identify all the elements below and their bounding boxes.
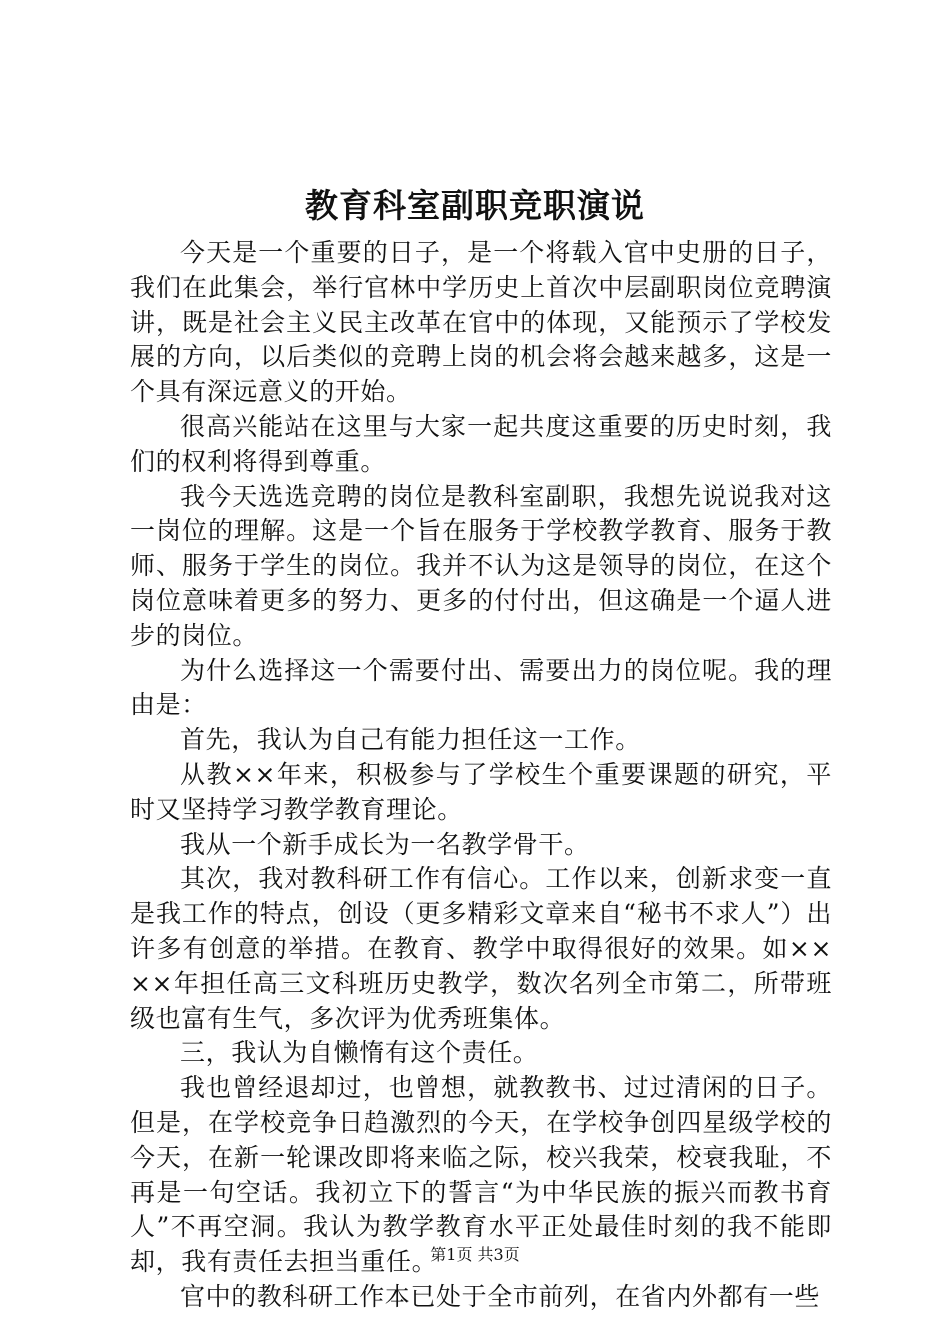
- paragraph: 很高兴能站在这里与大家一起共度这重要的历史时刻，我们的权利将得到尊重。: [130, 411, 832, 476]
- document-body: [130, 236, 832, 1315]
- document-title: 教育科室副职竞职演说: [305, 186, 645, 225]
- paragraph: 为什么选择这一个需要付出、需要出力的岗位呢。我的理由是：: [130, 655, 832, 720]
- paragraph: 官中的教科研工作本已处于全市前列，在省内外都有一些: [180, 1281, 821, 1311]
- paragraph: 三，我认为自懒惰有这个责任。: [180, 1038, 539, 1068]
- paragraph: 从教××年来，积极参与了学校生个重要课题的研究，平时又坚持学习教学教育理论。: [130, 759, 832, 824]
- paragraph: 我从一个新手成长为一名教学骨干。: [180, 829, 590, 859]
- paragraph: 首先，我认为自己有能力担任这一工作。: [180, 725, 641, 755]
- page-footer: 第1页 共3页: [430, 1245, 520, 1264]
- paragraph: 我也曾经退却过，也曾想，就教教书、过过清闲的日子。但是，在学校竞争日趋激烈的今天，在学校争创四星级学校的今天，在新一轮课改即将来临之际，校兴我荣，校衰我耻，不再是一句空话。我初立下的誓言“为中华民族的振兴而教书育人”不再空洞。我认为教学教育水平正处最佳时刻的我不能即却，我有责任去担当重任。: [130, 1073, 832, 1277]
- paragraph: 我今天选选竞聘的岗位是教科室副职，我想先说说我对这一岗位的理解。这是一个旨在服务于学校教学教育、服务于教师、服务于学生的岗位。我并不认为这是领导的岗位，在这个岗位意味着更多的努力、更多的付付出，但这确是一个逼人进步的岗位。: [130, 481, 832, 650]
- paragraph: 今天是一个重要的日子，是一个将载入官中史册的日子，我们在此集会，举行官林中学历史上首次中层副职岗位竞聘演讲，既是社会主义民主改革在官中的体现，又能预示了学校发展的方向，以后类似的竞聘上岗的机会将会越来越多，这是一个具有深远意义的开始。: [130, 238, 832, 407]
- paragraph: 其次，我对教科研工作有信心。工作以来，创新求变一直是我工作的特点，创设（更多精彩文章来自“秘书不求人”）出许多有创意的举措。在教育、教学中取得很好的效果。如××××年担任高三文科班历史教学，数次名列全市第二，所带班级也富有生气，多次评为优秀班集体。: [130, 864, 832, 1033]
